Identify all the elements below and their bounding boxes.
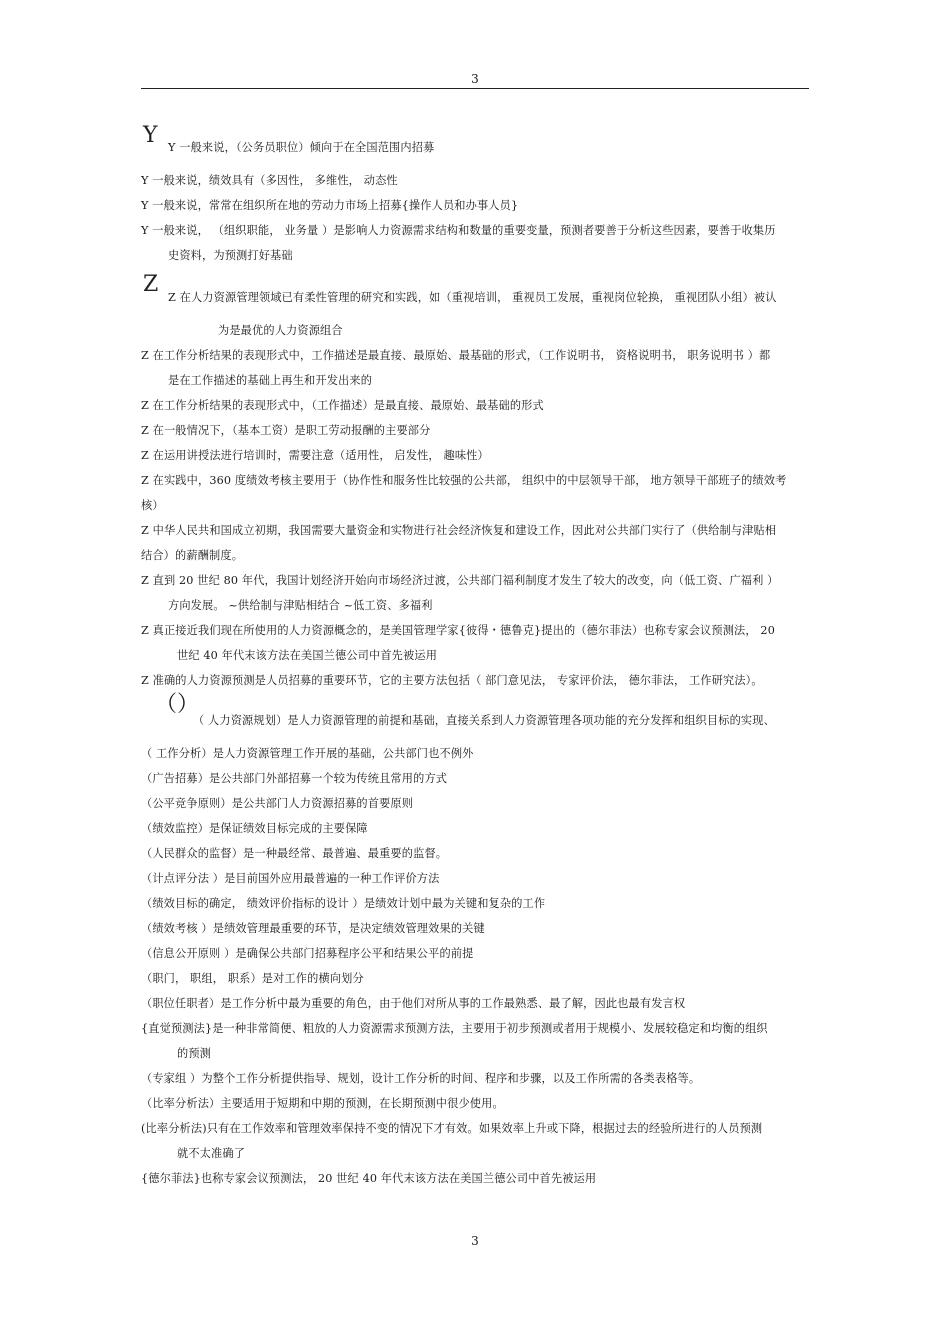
text-line: Y 一般来说，（公务员职位）倾向于在全国范围内招募 [168,141,435,154]
text-line: 的预测 [177,1047,212,1060]
text-line: （广告招募）是公共部门外部招募一个较为传统且常用的方式 [141,772,448,785]
text-line: Z 准确的人力资源预测是人员招募的重要环节，它的主要方法包括（ 部门意见法， 专家评价法， 德尔菲法， 工作研究法）。 [141,674,763,687]
section-letter-z: Z [143,272,159,297]
text-line: Z 在运用讲授法进行培训时，需要注意（适用性， 启发性， 趣味性） [141,449,489,462]
text-line: Z 在工作分析结果的表现形式中，（工作描述）是最直接、最原始、最基础的形式 [141,399,544,412]
section-letter-y: Y [143,123,158,148]
text-line: 结合）的薪酬制度。 [141,549,244,562]
text-line: Z 中华人民共和国成立初期，我国需要大量资金和实物进行社会经济恢复和建设工作，因此对公共部门实行了（供给制与津贴相 [141,524,777,537]
text-line: Y 一般来说， （组织职能， 业务量 ）是影响人力资源需求结构和数量的重要变量，预测者要善于分析这些因素，要善于收集历 [141,224,776,237]
text-line: 史资料，为预测打好基础 [168,249,293,262]
text-line: Z 在人力资源管理领域已有柔性管理的研究和实践，如（重视培训， 重视员工发展，重视岗位轮换， 重视团队小组）被认 [168,291,777,304]
text-line: {直觉预测法}是一种非常简便、粗放的人力资源需求预测方法，主要用于初步预测或者用于规模小、发展较稳定和均衡的组织 [141,1022,768,1035]
text-line: (比率分析法)只有在工作效率和管理效率保持不变的情况下才有效。如果效率上升或下降，根据过去的经验所进行的人员预测 [141,1122,763,1135]
header-page-number: 3 [471,72,479,86]
footer-page-number: 3 [471,1234,479,1248]
text-line: （公平竞争原则）是公共部门人力资源招募的首要原则 [141,797,414,810]
text-line: Y 一般来说，常常在组织所在地的劳动力市场上招募{操作人员和办事人员} [141,199,519,212]
text-line: 世纪 40 年代末该方法在美国兰德公司中首先被运用 [177,649,438,662]
text-line: （人民群众的监督）是一种最经常、最普遍、最重要的监督。 [141,847,448,860]
text-line: （ 工作分析）是人力资源管理工作开展的基础，公共部门也不例外 [141,747,474,760]
text-line: 就不太准确了 [177,1147,246,1160]
text-line: （计点评分法 ）是目前国外应用最普遍的一种工作评价方法 [141,872,440,885]
text-line: Z 在实践中，360 度绩效考核主要用于（协作性和服务性比较强的公共部， 组织中的中层领导干部， 地方领导干部班子的绩效考 [141,474,787,487]
text-line: （绩效目标的确定， 绩效评价指标的设计 ）是绩效计划中最为关键和复杂的工作 [141,897,546,910]
text-line: 是在工作描述的基础上再生和开发出来的 [168,374,373,387]
header-rule [141,88,809,89]
text-line: （ 人力资源规划）是人力资源管理的前提和基础，直接关系到人力资源管理各项功能的充分发挥和组织目标的实现、 [193,714,775,727]
text-line: （信息公开原则 ）是确保公共部门招募程序公平和结果公平的前提 [141,947,474,960]
text-line: Z 在一般情况下，（基本工资）是职工劳动报酬的主要部分 [141,424,431,437]
section-letter-paren: （） [155,692,200,717]
text-line: （职位任职者）是工作分析中最为重要的角色，由于他们对所从事的工作最熟悉、最了解，因此也最有发言权 [141,997,686,1010]
text-line: 核） [141,499,164,512]
text-line: （职门， 职组， 职系）是对工作的横向划分 [141,972,364,985]
text-line: Y 一般来说，绩效具有（多因性， 多维性， 动态性 [141,174,398,187]
text-line: （绩效监控）是保证绩效目标完成的主要保障 [141,822,368,835]
text-line: Z 在工作分析结果的表现形式中，工作描述是最直接、最原始、最基础的形式，（工作说明书， 资格说明书， 职务说明书 ）都 [141,349,771,362]
text-line: 方向发展。 ~供给制与津贴相结合 ~低工资、多福利 [168,599,433,612]
text-line: Z 真正接近我们现在所使用的人力资源概念的，是美国管理学家{彼得・德鲁克}提出的（德尔菲法）也称专家会议预测法， 20 [141,624,775,637]
text-line: Z 直到 20 世纪 80 年代，我国计划经济开始向市场经济过渡，公共部门福利制度才发生了较大的改变，向（低工资、广福利 ） [141,574,779,587]
text-line: （比率分析法）主要适用于短期和中期的预测，在长期预测中很少使用。 [141,1097,504,1110]
text-line: （绩效考核 ）是绩效管理最重要的环节，是决定绩效管理效果的关键 [141,922,485,935]
text-line: 为是最优的人力资源组合 [218,324,343,337]
text-line: {德尔菲法}也称专家会议预测法， 20 世纪 40 年代末该方法在美国兰德公司中首先被运用 [141,1172,597,1185]
text-line: （专家组 ）为整个工作分析提供指导、规划，设计工作分析的时间、程序和步骤，以及工作所需的各类表格等。 [141,1072,701,1085]
